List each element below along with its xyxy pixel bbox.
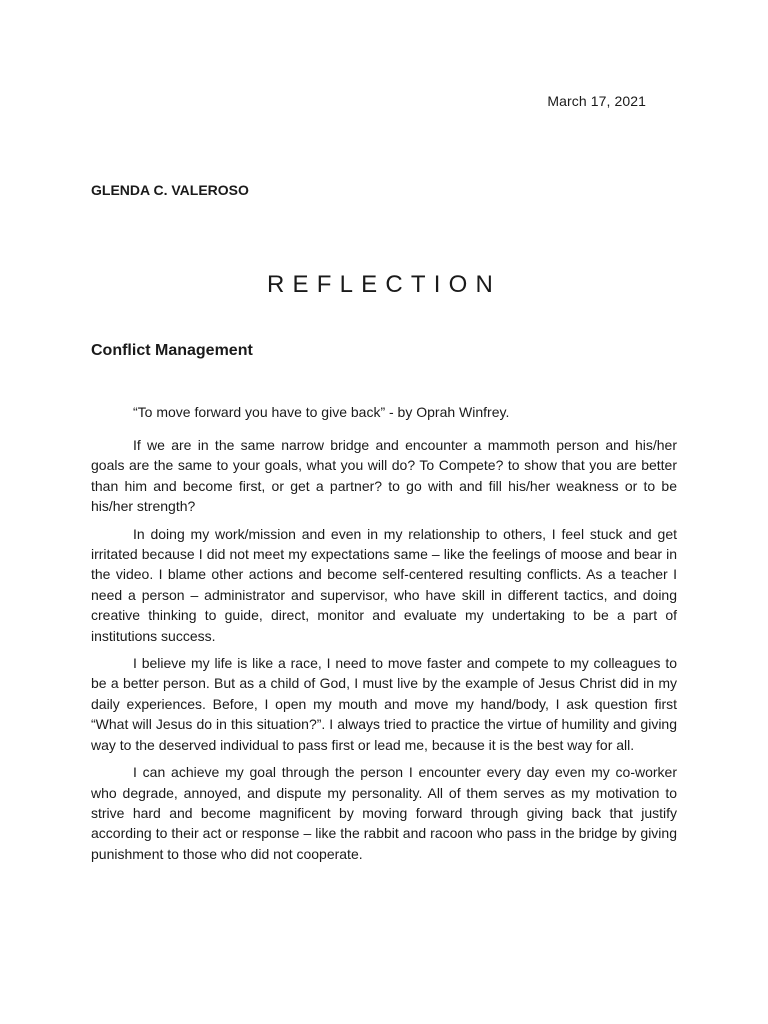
paragraph-3: I believe my life is like a race, I need to move faster and compete to my colleagues to be a better person. But as a child of God, I must live by the example of Jesus Christ did in my daily experiences. Before, I open my mouth and move my hand/body, I ask question first “What will Jesus do in this situation?”. I always tried to practice the virtue of humility and giving way to the deserved individual to pass first or lead me, because it is the best way for all. [91,655,677,753]
body-text [91,435,677,871]
paragraph-4: I can achieve my goal through the person I encounter every day even my co-worker who degrade, annoyed, and dispute my personality. All of them serves as my motivation to strive hard and become magnificent by moving forward through giving back that justify according to their act or response – like the rabbit and racoon who pass in the bridge by giving punishment to those who did not cooperate. [91,764,677,862]
paragraph-2: In doing my work/mission and even in my relationship to others, I feel stuck and get irritated because I did not meet my expectations same – like the feelings of moose and bear in the video. I blame other actions and become self-centered resulting conflicts. As a teacher I need a person – administrator and supervisor, who have skill in different tactics, and doing creative thinking to guide, direct, monitor and evaluate my undertaking to be a part of institutions success. [91,525,677,644]
paragraph-1: If we are in the same narrow bridge and encounter a mammoth person and his/her goals are the same to your goals, what you will do? To Compete? to show that you are better than him and become first, or get a partner? to go with and fill his/her weakness or to be his/her strength? [91,437,677,515]
opening-quote: “To move forward you have to give back” - by Oprah Winfrey. [133,404,510,420]
author-name: GLENDA C. VALEROSO [91,182,249,198]
document-title: REFLECTION [266,271,501,298]
section-heading: Conflict Management [91,342,253,359]
document-date: March 17, 2021 [547,93,646,109]
